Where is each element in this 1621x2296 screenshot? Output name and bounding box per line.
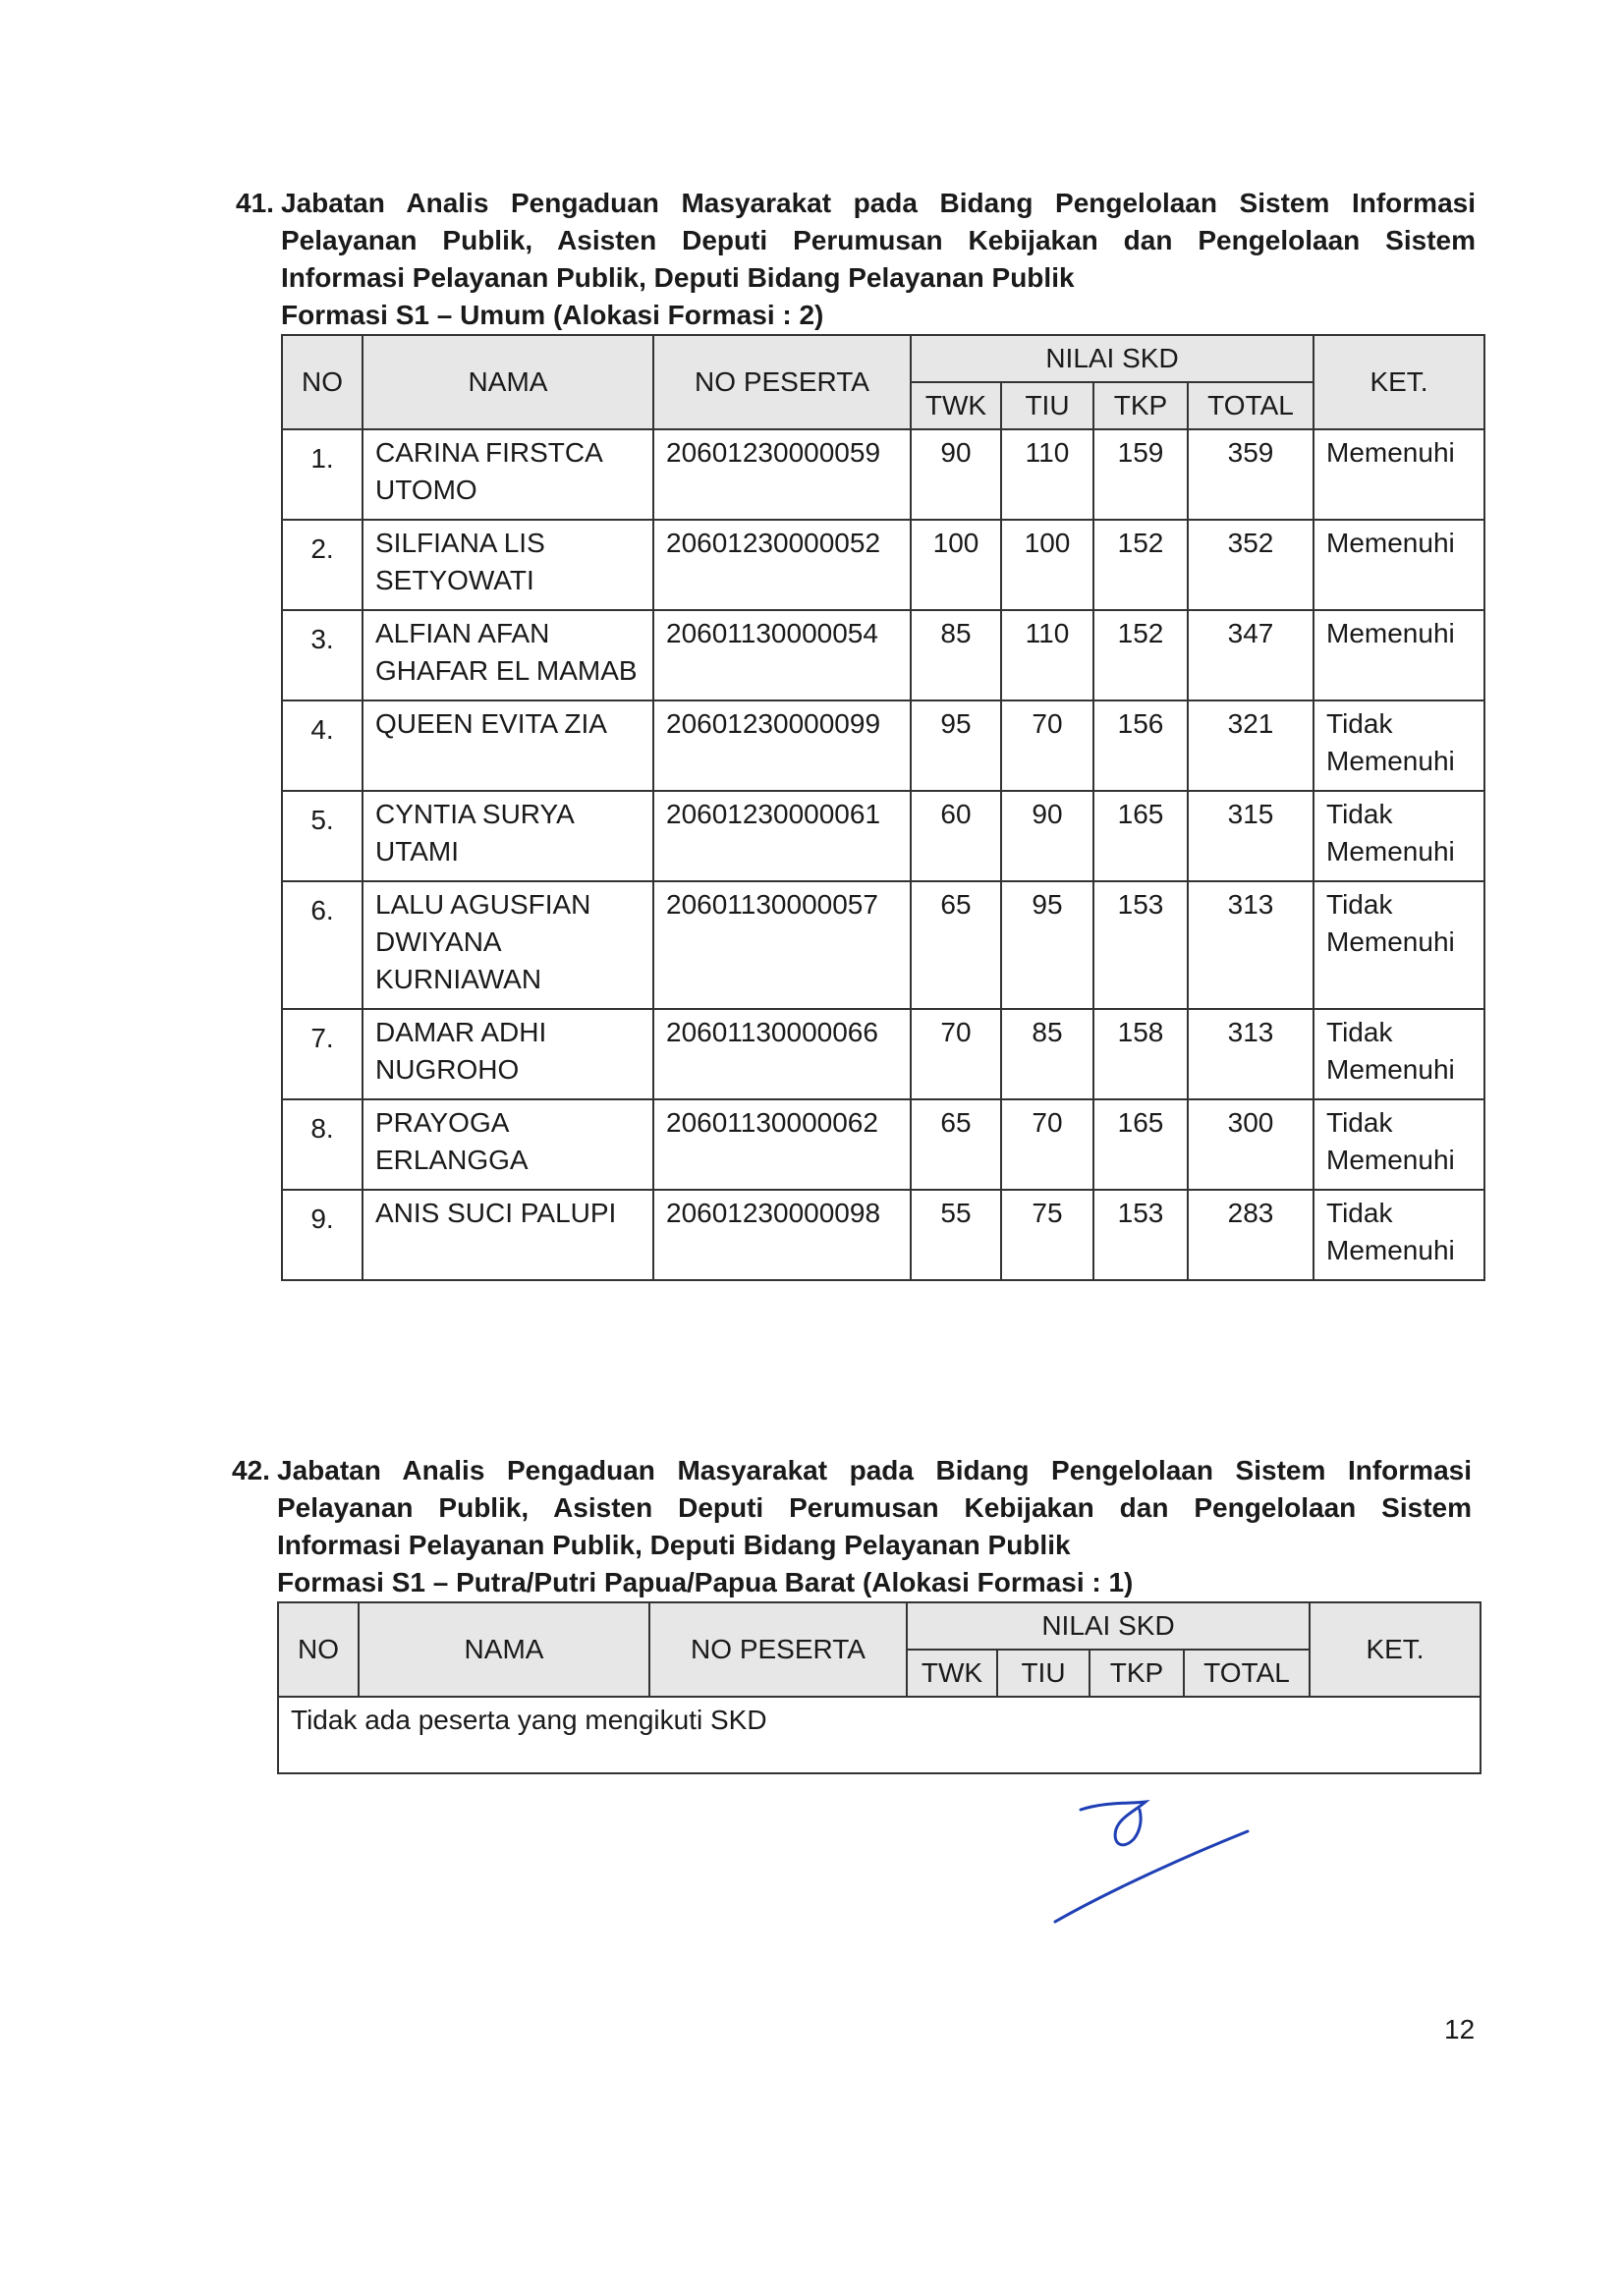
header-no-peserta: NO PESERTA — [649, 1602, 907, 1697]
section-number: 41. — [236, 188, 274, 218]
score-twk: 100 — [911, 520, 1001, 610]
score-twk: 90 — [911, 429, 1001, 520]
header-total: TOTAL — [1184, 1650, 1310, 1697]
score-twk: 65 — [911, 1099, 1001, 1190]
signature-icon — [1051, 1796, 1267, 1933]
header-tiu: TIU — [997, 1650, 1090, 1697]
score-total: 321 — [1188, 700, 1314, 791]
table-row — [282, 700, 1484, 791]
score-tiu: 90 — [1001, 791, 1093, 881]
header-tkp: TKP — [1093, 382, 1188, 429]
status-text: Memenuhi — [1314, 610, 1484, 700]
score-tiu: 70 — [1001, 700, 1093, 791]
status-text: Tidak Memenuhi — [1314, 881, 1484, 1009]
score-tiu: 100 — [1001, 520, 1093, 610]
participant-number: 20601130000054 — [653, 610, 911, 700]
score-tkp: 156 — [1093, 700, 1188, 791]
row-number: 9. — [282, 1190, 363, 1280]
status-text: Memenuhi — [1314, 520, 1484, 610]
section-title-line: Pelayanan Publik, Asisten Deputi Perumusan Kebijakan dan Pengelolaan Sistem — [277, 1492, 1472, 1523]
score-tiu: 70 — [1001, 1099, 1093, 1190]
score-tkp: 158 — [1093, 1009, 1188, 1099]
participant-number: 20601230000098 — [653, 1190, 911, 1280]
score-total: 315 — [1188, 791, 1314, 881]
table-row — [282, 610, 1484, 700]
score-tiu: 110 — [1001, 429, 1093, 520]
page-number: 12 — [1444, 2014, 1476, 2044]
header-no: NO — [278, 1602, 359, 1697]
score-twk: 65 — [911, 881, 1001, 1009]
section-title-line: Informasi Pelayanan Publik, Deputi Bidang Pelayanan Publik — [281, 262, 1075, 293]
table-row — [282, 429, 1484, 520]
score-total: 359 — [1188, 429, 1314, 520]
header-no-peserta: NO PESERTA — [653, 335, 911, 429]
status-text: Tidak Memenuhi — [1314, 1099, 1484, 1190]
participant-name: ANIS SUCI PALUPI — [363, 1190, 653, 1280]
participant-number: 20601230000052 — [653, 520, 911, 610]
formasi-label: Formasi S1 – Umum (Alokasi Formasi : 2) — [281, 300, 824, 330]
score-total: 313 — [1188, 881, 1314, 1009]
status-text: Tidak Memenuhi — [1314, 700, 1484, 791]
row-number: 6. — [282, 881, 363, 1009]
row-number: 2. — [282, 520, 363, 610]
section-title-line: Informasi Pelayanan Publik, Deputi Bidang Pelayanan Publik — [277, 1530, 1071, 1560]
score-tiu: 85 — [1001, 1009, 1093, 1099]
section-42 — [232, 1452, 1480, 1774]
participant-name: CARINA FIRSTCA UTOMO — [363, 429, 653, 520]
score-twk: 95 — [911, 700, 1001, 791]
section-heading — [232, 1452, 1472, 1564]
participant-name: DAMAR ADHI NUGROHO — [363, 1009, 653, 1099]
status-text: Tidak Memenuhi — [1314, 1190, 1484, 1280]
participant-name: QUEEN EVITA ZIA — [363, 700, 653, 791]
formasi-label: Formasi S1 – Putra/Putri Papua/Papua Barat (Alokasi Formasi : 1) — [277, 1567, 1134, 1597]
row-number: 4. — [282, 700, 363, 791]
table-row — [282, 791, 1484, 881]
participant-number: 20601130000062 — [653, 1099, 911, 1190]
status-text: Memenuhi — [1314, 429, 1484, 520]
participant-number: 20601230000061 — [653, 791, 911, 881]
score-twk: 55 — [911, 1190, 1001, 1280]
section-heading — [236, 185, 1476, 297]
participant-number: 20601230000099 — [653, 700, 911, 791]
section-title-line: Pelayanan Publik, Asisten Deputi Perumusan Kebijakan dan Pengelolaan Sistem — [281, 225, 1476, 255]
empty-message: Tidak ada peserta yang mengikuti SKD — [278, 1697, 1481, 1773]
status-text: Tidak Memenuhi — [1314, 1009, 1484, 1099]
header-ket: KET. — [1314, 335, 1484, 429]
row-number: 1. — [282, 429, 363, 520]
header-tiu: TIU — [1001, 382, 1093, 429]
score-twk: 70 — [911, 1009, 1001, 1099]
score-total: 283 — [1188, 1190, 1314, 1280]
header-nilai-skd: NILAI SKD — [907, 1602, 1310, 1650]
table-body — [282, 429, 1484, 1280]
row-number: 5. — [282, 791, 363, 881]
header-twk: TWK — [911, 382, 1001, 429]
table-row — [282, 1009, 1484, 1099]
participant-name: LALU AGUSFIAN DWIYANA KURNIAWAN — [363, 881, 653, 1009]
score-total: 300 — [1188, 1099, 1314, 1190]
table-row — [278, 1697, 1481, 1773]
participant-number: 20601130000066 — [653, 1009, 911, 1099]
results-table — [281, 334, 1485, 1281]
header-nilai-skd: NILAI SKD — [911, 335, 1314, 382]
score-tkp: 159 — [1093, 429, 1188, 520]
section-title-line: Jabatan Analis Pengaduan Masyarakat pada Bidang Pengelolaan Sistem Informasi — [281, 188, 1476, 218]
participant-name: ALFIAN AFAN GHAFAR EL MAMAB — [363, 610, 653, 700]
results-table — [277, 1601, 1481, 1774]
participant-name: SILFIANA LIS SETYOWATI — [363, 520, 653, 610]
score-tkp: 152 — [1093, 610, 1188, 700]
status-text: Tidak Memenuhi — [1314, 791, 1484, 881]
score-total: 313 — [1188, 1009, 1314, 1099]
score-tiu: 110 — [1001, 610, 1093, 700]
table-row — [282, 881, 1484, 1009]
section-41 — [236, 185, 1483, 1281]
participant-number: 20601230000059 — [653, 429, 911, 520]
score-tkp: 153 — [1093, 881, 1188, 1009]
score-tkp: 152 — [1093, 520, 1188, 610]
table-row — [282, 520, 1484, 610]
header-ket: KET. — [1310, 1602, 1481, 1697]
header-total: TOTAL — [1188, 382, 1314, 429]
header-no: NO — [282, 335, 363, 429]
participant-name: PRAYOGA ERLANGGA — [363, 1099, 653, 1190]
score-tkp: 153 — [1093, 1190, 1188, 1280]
header-nama: NAMA — [363, 335, 653, 429]
score-twk: 60 — [911, 791, 1001, 881]
score-tkp: 165 — [1093, 1099, 1188, 1190]
score-tkp: 165 — [1093, 791, 1188, 881]
score-twk: 85 — [911, 610, 1001, 700]
table-row — [282, 1099, 1484, 1190]
header-tkp: TKP — [1090, 1650, 1184, 1697]
score-tiu: 75 — [1001, 1190, 1093, 1280]
section-title-line: Jabatan Analis Pengaduan Masyarakat pada Bidang Pengelolaan Sistem Informasi — [277, 1455, 1472, 1485]
row-number: 8. — [282, 1099, 363, 1190]
row-number: 7. — [282, 1009, 363, 1099]
table-row — [282, 1190, 1484, 1280]
participant-name: CYNTIA SURYA UTAMI — [363, 791, 653, 881]
section-number: 42. — [232, 1455, 270, 1485]
row-number: 3. — [282, 610, 363, 700]
score-tiu: 95 — [1001, 881, 1093, 1009]
score-total: 352 — [1188, 520, 1314, 610]
participant-number: 20601130000057 — [653, 881, 911, 1009]
score-total: 347 — [1188, 610, 1314, 700]
header-nama: NAMA — [359, 1602, 649, 1697]
header-twk: TWK — [907, 1650, 997, 1697]
